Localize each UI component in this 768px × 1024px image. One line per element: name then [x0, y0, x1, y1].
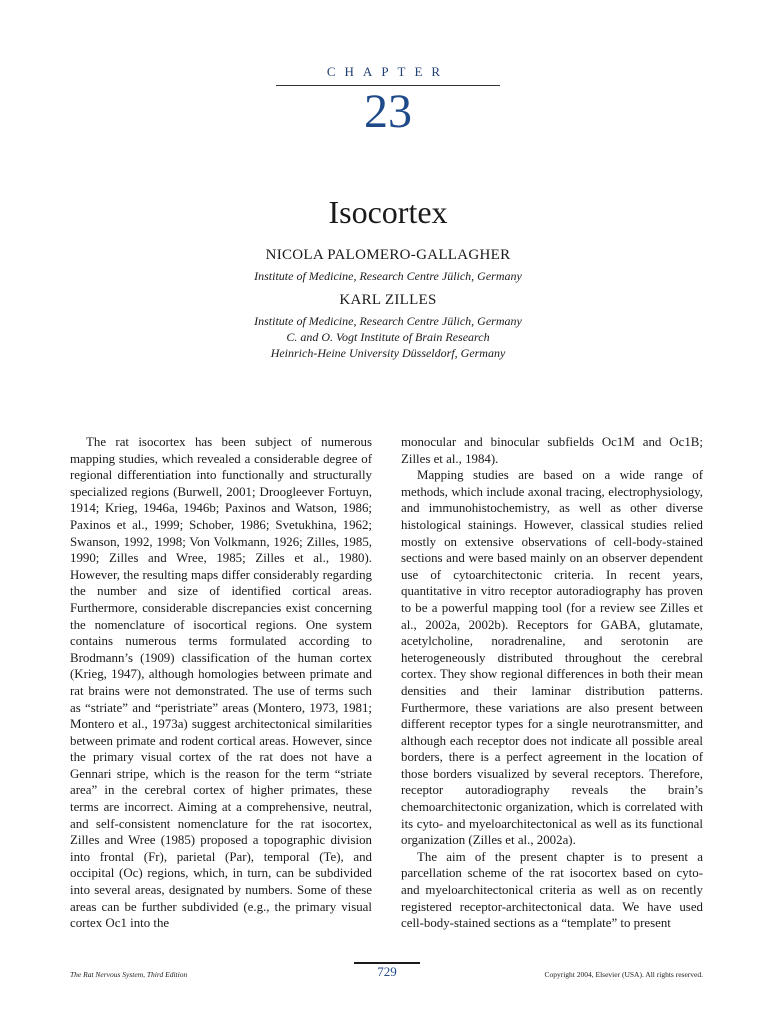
chapter-label: CHAPTER [326, 64, 450, 79]
body-column-right [401, 434, 703, 932]
footer-copyright: Copyright 2004, Elsevier (USA). All rights reserved. [544, 970, 703, 979]
author-affiliation: C. and O. Vogt Institute of Brain Research [286, 330, 490, 344]
chapter-title: Isocortex [328, 194, 448, 230]
author-affiliation: Heinrich-Heine University Düsseldorf, Germany [270, 346, 506, 360]
body-paragraph: monocular and binocular subfields Oc1M and Oc1B; Zilles et al., 1984). [401, 435, 703, 466]
author-name: KARL ZILLES [339, 292, 437, 308]
page-number: 729 [377, 964, 397, 979]
body-paragraph: The rat isocortex has been subject of numerous mapping studies, which revealed a considerable degree of regional differentiation into functionally and structurally specialized regions (Burwell, 2001; Droogleever Fortuyn, 1914; Krieg, 1946a, 1946b; Paxinos and Watson, 1986; Paxinos et al., 1999; Schober, 1986; Svetukhina, 1962; Swanson, 1992, 1998; Von Volkmann, 1926; Zilles, 1985, 1990; Zilles and Wree, 1985; Zilles et al., 1980). However, the resulting maps differ considerably regarding the number and size of identified cortical areas. Furthermore, considerable discrepancies exist concerning the nomenclature of isocortical regions. One system contains numerous terms formulated according to Brodmann’s (1909) classification of the human cortex (Krieg, 1947), although homologies between primate and rat brains were not demonstrated. The use of terms such as “striate” and “peristriate” areas (Montero, 1973, 1981; Montero et al., 1973a) suggest architectonical similarities between primate and rodent cortical areas. However, since the primary visual cortex of the rat does not have a Gennari stripe, which is the reason for the term “striate area” in the cerebral cortex of higher primates, these terms are incorrect. Aiming at a comprehensive, neutral, and self-consistent nomenclature for the rat isocortex, Zilles and Wree (1985) proposed a topographic division into frontal (Fr), parietal (Par), temporal (Te), and occipital (Oc) regions, which, in turn, can be subdivided into several areas, designated by numbers. Some of these areas can be further subdivided (e.g., the primary visual cortex Oc1 into the [70, 435, 372, 931]
body-paragraph: Mapping studies are based on a wide range of methods, which include axonal tracing, electrophysiology, and immunohistochemistry, as well as other diverse histological stainings. However, classical studies relied mostly on extensive observations of cell-body-stained sections and were based mainly on an observer dependent use of cytoarchitectonic criteria. In recent years, quantitative in vitro receptor autoradiography has proven to be a powerful mapping tool (for a review see Zilles et al., 2002a, 2002b). Receptors for GABA, glutamate, acetylcholine, noradrenaline, and serotonin are heterogeneously distributed throughout the cerebral cortex. They show regional differences in both their mean densities and their laminar distribution patterns. Furthermore, these variations are also present between different receptor types for a single neurotransmitter, and although each receptor does not indicate all possible areal borders, there is a perfect agreement in the location of those borders visualized by several receptors. Therefore, receptor autoradiography reveals the brain’s chemoarchitectonic organization, which is correlated with its cyto- and myeloarchitectonical as well as its functional organization (Zilles et al., 2002a). [401, 468, 703, 848]
chapter-number: 23 [364, 85, 412, 138]
author-name: NICOLA PALOMERO-GALLAGHER [265, 247, 511, 263]
author-affiliation: Institute of Medicine, Research Centre Jülich, Germany [254, 314, 522, 328]
author-affiliation: Institute of Medicine, Research Centre Jülich, Germany [254, 269, 522, 283]
footer-book-title: The Rat Nervous System, Third Edition [70, 970, 188, 979]
body-column-left [70, 434, 372, 932]
body-paragraph: The aim of the present chapter is to present a parcellation scheme of the rat isocortex based on cyto- and myeloarchitectonical criteria as well as on recently registered receptor-architectonical data. We have used cell-body-stained sections as a “template” to present [401, 849, 703, 931]
